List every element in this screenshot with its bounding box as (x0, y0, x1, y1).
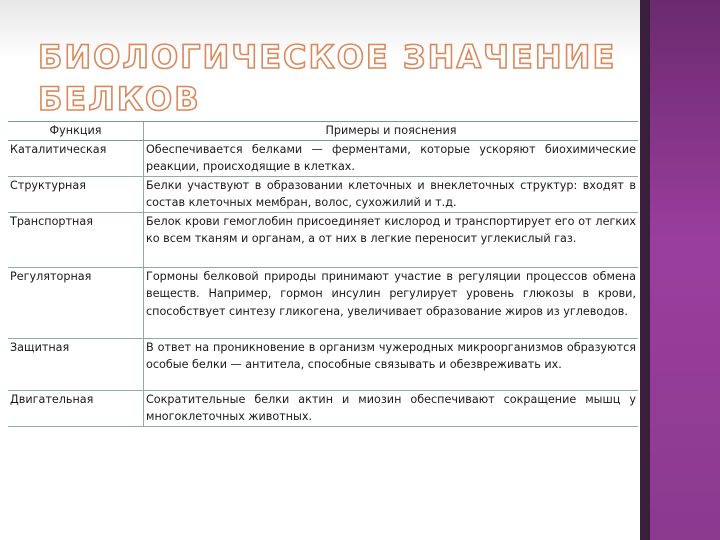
example-cell: Сократительные белки актин и миозин обеспечивают сокращение мышц у многоклеточных животных. (144, 390, 639, 426)
table-row (8, 212, 638, 267)
function-cell: Структурная (8, 176, 144, 212)
example-cell: Белок крови гемоглобин присоединяет кислород и транспортирует его от легких ко всем тканям и органам, а от них в легкие переносит углекислый газ. (144, 212, 639, 267)
table-header-row (8, 122, 638, 141)
side-divider-stripe (640, 0, 650, 540)
example-cell: Белки участвуют в образовании клеточных и внеклеточных структур: входят в состав клеточных мембран, волос, сухожилий и т.д. (144, 176, 639, 212)
table-row (8, 176, 638, 212)
function-cell: Защитная (8, 338, 144, 390)
example-cell: Обеспечивается белками — ферментами, которые ускоряют биохимические реакции, происходящие в клетках. (144, 140, 639, 176)
side-purple-panel (650, 0, 720, 540)
column-header-function: Функция (8, 122, 144, 141)
function-cell: Транспортная (8, 212, 144, 267)
function-cell: Каталитическая (8, 140, 144, 176)
column-header-examples: Примеры и пояснения (144, 122, 639, 141)
table-row (8, 338, 638, 390)
table-row (8, 267, 638, 338)
example-cell: Гормоны белковой природы принимают участие в регуляции процессов обмена веществ. Например, гормон инсулин регулирует уровень глюкозы в крови, способствует синтезу гликогена, увеличивает образование жиров из углеводов. (144, 267, 639, 338)
table-row (8, 390, 638, 426)
example-cell: В ответ на проникновение в организм чужеродных микроорганизмов образуются особые белки — антитела, способные связывать и обезвреживать их. (144, 338, 639, 390)
slide-title: БИОЛОГИЧЕСКОЕ ЗНАЧЕНИЕ БЕЛКОВ (38, 38, 617, 118)
table-row (8, 140, 638, 176)
functions-table (8, 121, 638, 427)
function-cell: Двигательная (8, 390, 144, 426)
function-cell: Регуляторная (8, 267, 144, 338)
